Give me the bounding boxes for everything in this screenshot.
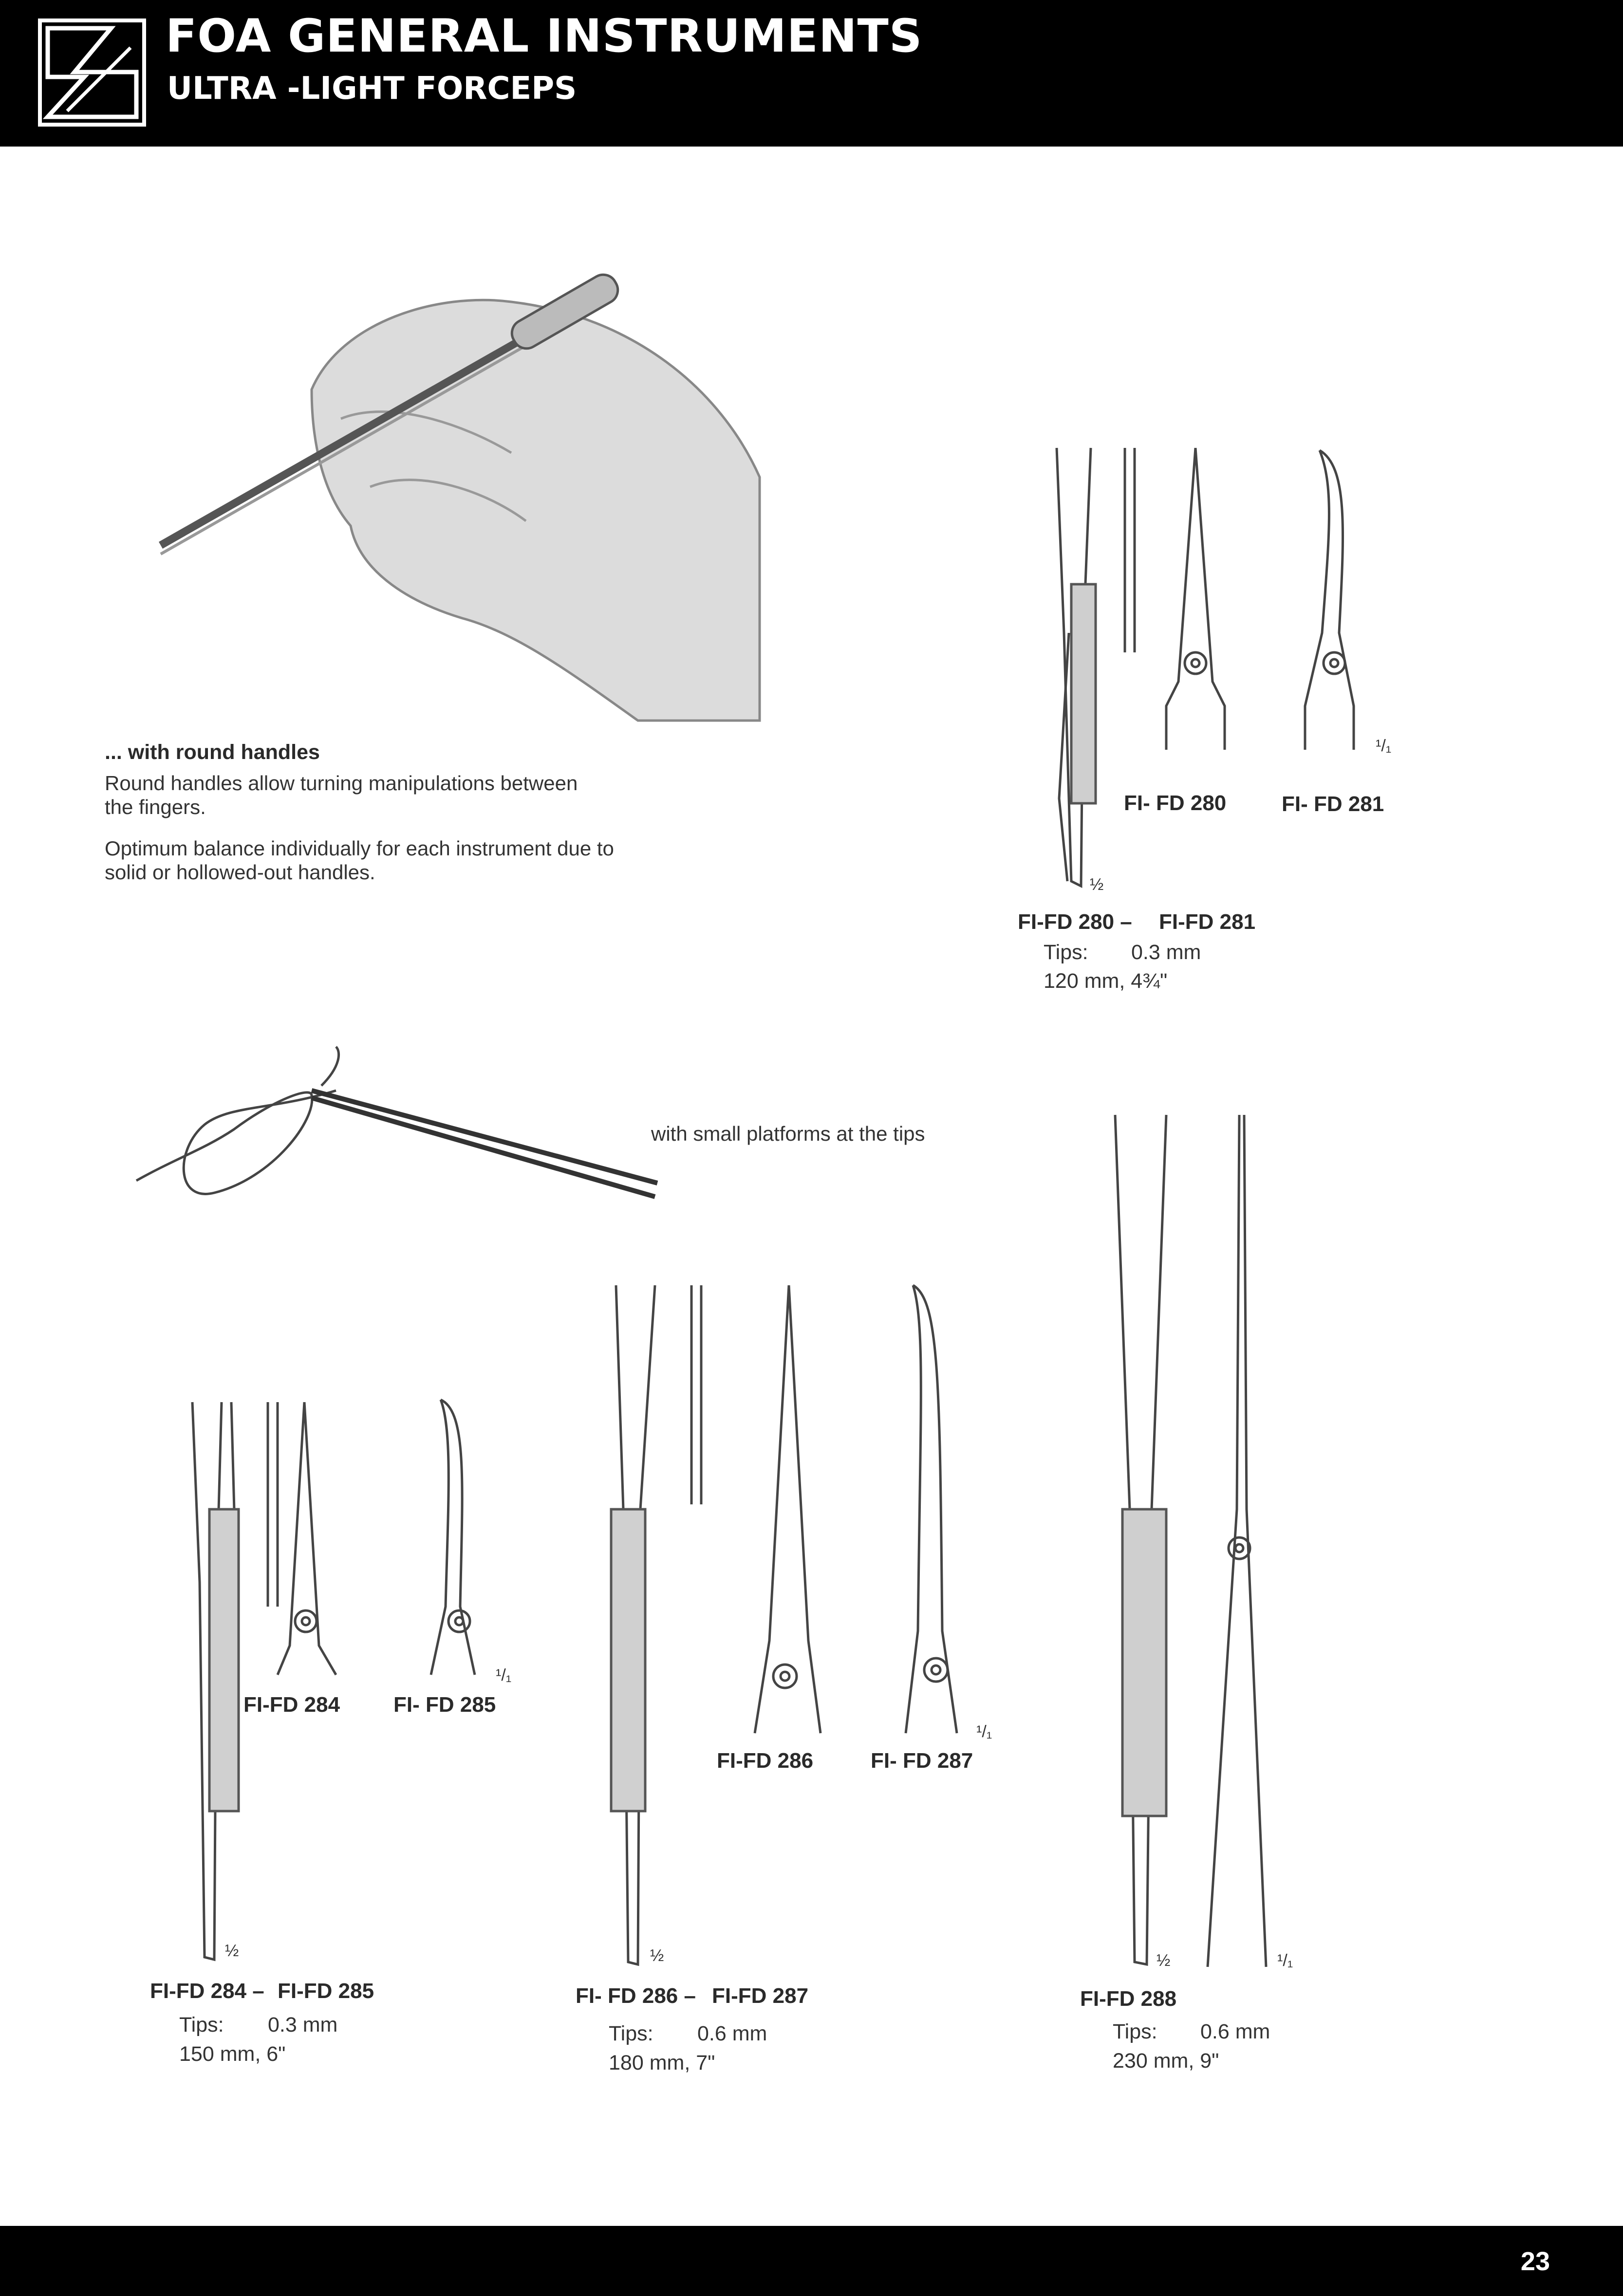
tips-label: Tips: [609, 2022, 653, 2045]
tips-label: Tips: [179, 2013, 224, 2037]
model-label-fi-fd-280: FI- FD 280 [1124, 791, 1227, 815]
range-label-286-287: FI- FD 286 – [576, 1984, 696, 2008]
range-label-280-281: FI-FD 280 – [1018, 910, 1132, 934]
platforms-caption: with small platforms at the tips [651, 1122, 925, 1145]
range-end-label-287: FI-FD 287 [712, 1984, 809, 2008]
scale-half-label: ½ [650, 1946, 664, 1965]
brand-title: FOA GENERAL INSTRUMENTS [166, 10, 923, 63]
intro-paragraph-2: Optimum balance individually for each instrument due to solid or hollowed-out handles. [105, 837, 614, 884]
scale-full-label: ¹/₁ [1376, 737, 1392, 755]
scale-full-label: ¹/₁ [1277, 1951, 1293, 1970]
model-label-fi-fd-284: FI-FD 284 [243, 1693, 340, 1717]
forceps-group-2-drawings [192, 1400, 475, 1960]
range-end-label-285: FI-FD 285 [278, 1979, 374, 2003]
scale-full-label: ¹/₁ [496, 1666, 512, 1685]
forceps-group-3-drawings [611, 1285, 957, 1964]
model-label-fi-fd-286: FI-FD 286 [717, 1749, 814, 1773]
tips-label: Tips: [1044, 941, 1088, 964]
suture-forceps-illustration [136, 1047, 657, 1197]
tips-value: 0.3 mm [268, 2013, 338, 2037]
tips-label: Tips: [1113, 2020, 1157, 2043]
scale-half-label: ½ [225, 1942, 239, 1960]
model-label-fi-fd-285: FI- FD 285 [393, 1693, 496, 1717]
length-value: 230 mm, 9" [1113, 2049, 1219, 2073]
intro-paragraph-1: Round handles allow turning manipulations between the fingers. [105, 772, 578, 818]
range-label-284-285: FI-FD 284 – [150, 1979, 264, 2003]
length-value: 180 mm, 7" [609, 2051, 715, 2074]
forceps-group-4-drawings [1115, 1115, 1266, 1970]
range-label-288: FI-FD 288 [1080, 1987, 1177, 2011]
model-label-fi-fd-281: FI- FD 281 [1282, 792, 1384, 816]
tips-value: 0.3 mm [1131, 941, 1201, 964]
model-label-fi-fd-287: FI- FD 287 [871, 1749, 973, 1773]
intro-heading: ... with round handles [105, 741, 320, 764]
length-value: 120 mm, 4¾" [1044, 969, 1168, 993]
brand-subtitle: ULTRA -LIGHT FORCEPS [167, 71, 577, 107]
footer-bar [0, 2226, 1623, 2296]
hand-holding-forceps-illustration [161, 270, 760, 721]
length-value: 150 mm, 6" [179, 2042, 286, 2066]
scale-half-label: ½ [1090, 875, 1104, 894]
forceps-group-1-drawings [1057, 448, 1354, 886]
tips-value: 0.6 mm [697, 2022, 767, 2045]
page-number: 23 [1520, 2247, 1550, 2276]
tips-value: 0.6 mm [1200, 2020, 1270, 2043]
scale-full-label: ¹/₁ [976, 1722, 992, 1741]
range-end-label-281: FI-FD 281 [1159, 910, 1256, 934]
scale-half-label: ½ [1157, 1951, 1171, 1970]
